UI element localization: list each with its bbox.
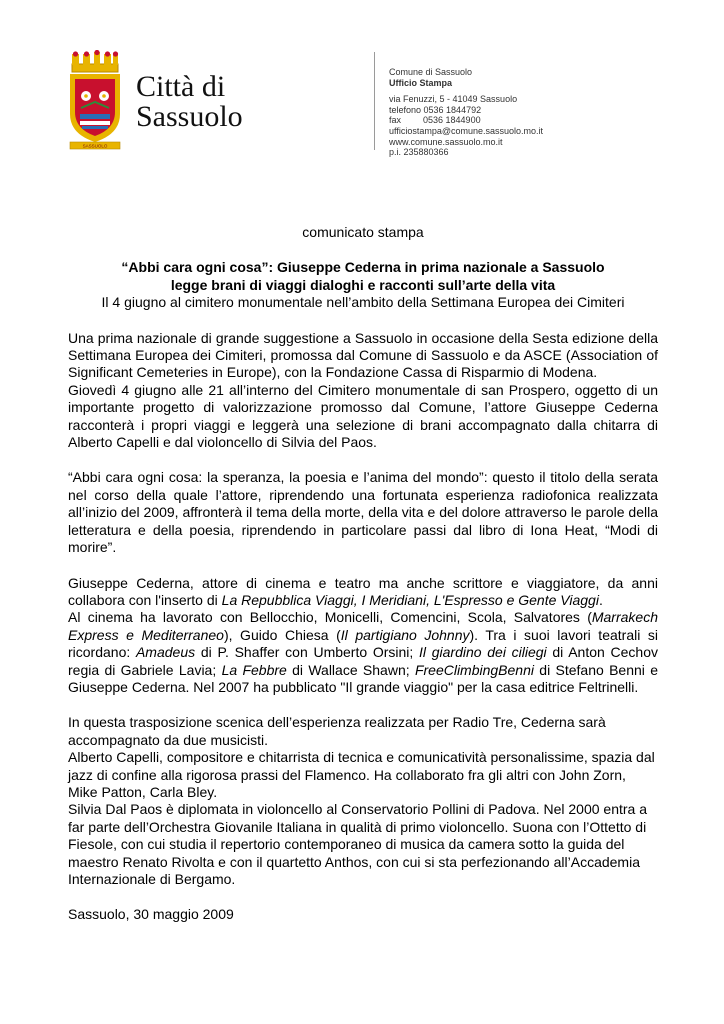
paragraph-group-3	[68, 575, 658, 697]
header-divider	[374, 52, 375, 150]
office-dept: Ufficio Stampa	[389, 77, 453, 88]
paragraph-theme: “Abbi cara ogni cosa: la speranza, la poesia e l’anima del mondo”: questo il titolo della serata nel corso della quale l’attore, riprendendo una fortunata esperienza radiofonica realizzata all’inizio del 2009, affronterà il tema della morte, della vita e del dolore attraverso le parole della letteratura e della poesia, riprendendo in particolare passi dal libro di Iona Heat, “Modi di morire”.	[68, 469, 658, 556]
document-label: comunicato stampa	[302, 224, 424, 240]
headline-line2: legge brani di viaggi dialoghi e racconti sull’arte della vita	[170, 276, 556, 293]
shield-icon	[70, 74, 120, 142]
dateline: Sassuolo, 30 maggio 2009	[68, 906, 234, 923]
office-name: Comune di Sassuolo	[389, 67, 473, 77]
office-contact-block	[389, 67, 543, 158]
city-name	[136, 72, 243, 132]
headline-show-title: Abbi cara ogni cosa	[128, 259, 262, 276]
city-name-line2: Sassuolo	[136, 100, 243, 133]
headline-rest: ”: Giuseppe Cederna in prima nazionale a Sassuolo	[261, 259, 605, 276]
office-vat: p.i. 235880366	[389, 147, 449, 158]
paragraph-career: Al cinema ha lavorato con Bellocchio, Monicelli, Comencini, Scola, Salvatores (Marrakech Express e Mediterraneo), Guido Chiesa (Il partigiano Johnny). Tra i suoi lavori teatrali si ricordano: Amadeus di P. Shaffer con Umberto Orsini; Il giardino dei ciliegi di Anton Cechov regia di Gabriele Lavia; La Febbre di Wallace Shawn; FreeClimbingBenni di Stefano Benni e Giuseppe Cederna. Nel 2007 ha pubblicato "Il grande viaggio" per la casa editrice Feltrinelli.	[68, 609, 658, 695]
paragraph-bio: Giuseppe Cederna, attore di cinema e teatro ma anche scrittore e viaggiatore, da anni collabora con l'inserto di La Repubblica Viaggi, I Meridiani, L'Espresso e Gente Viaggi.	[68, 574, 658, 608]
paragraph-staging: In questa trasposizione scenica dell’esperienza realizzata per Radio Tre, Cederna sarà accompagnato da due musicisti.	[68, 714, 606, 748]
city-name-line1: Città di	[136, 70, 226, 103]
office-email[interactable]: ufficiostampa@comune.sassuolo.mo.it	[389, 125, 544, 136]
office-address: via Fenuzzi, 5 - 41049 Sassuolo	[389, 94, 518, 105]
fax-label: fax	[389, 115, 402, 126]
city-crest-logo	[64, 50, 126, 150]
dateline-block	[68, 906, 658, 923]
office-website[interactable]: www.comune.sassuolo.mo.it	[389, 136, 503, 147]
paragraph-group-4	[68, 714, 658, 888]
crown-icon	[72, 50, 118, 72]
paragraph-group-1	[68, 330, 658, 452]
office-fax	[389, 115, 543, 126]
headline-block	[68, 259, 658, 311]
headline-subtitle: Il 4 giugno al cimitero monumentale nell’ambito della Settimana Europea dei Cimiteri	[101, 294, 625, 311]
headline-quote: “	[121, 259, 129, 276]
fax-number: 0536 1844900	[423, 115, 481, 126]
paragraph-dal-paos: Silvia Dal Paos è diplomata in violoncello al Conservatorio Pollini di Padova. Nel 2000 entra a far parte dell’Orchestra Giovanile Italiana in qualità di primo violoncello. Suona con l’Ottetto di Fiesole, con cui studia il repertorio contemporaneo di musica da camera sotto la guida del maestro Renato Rivolta e con il quartetto Anthos, con cui si sta perfezionando all’Accademia Internazionale di Bergamo.	[68, 801, 647, 887]
paragraph-group-2	[68, 469, 658, 556]
banner-text: SASSUOLO	[82, 143, 108, 149]
paragraph-event: Giovedì 4 giugno alle 21 all’interno del Cimitero monumentale di san Prospero, oggetto di un importante progetto di valorizzazione promosso dal Comune, l’attore Giuseppe Cederna racconterà i propri viaggi e leggerà una selezione di brani accompagnato dalla chitarra di Alberto Capelli e dal violoncello di Silvia del Paos.	[68, 381, 658, 451]
banner-icon	[70, 142, 120, 149]
press-release-body	[68, 224, 658, 924]
headline-line1	[68, 259, 658, 276]
bio-magazines: La Repubblica Viaggi, I Meridiani, L'Espresso e Gente Viaggi	[221, 591, 599, 608]
paragraph-capelli: Alberto Capelli, compositore e chitarrista di tecnica e comunicatività personalissime, spazia dal jazz di confine alla rigorosa prassi del Flamenco. Ha collaborato fra gli altri con John Zorn, Mike Patton, Carla Bley.	[68, 749, 655, 800]
office-phone: telefono 0536 1844792	[389, 104, 482, 115]
paragraph-intro: Una prima nazionale di grande suggestione a Sassuolo in occasione della Sesta edizione della Settimana Europea dei Cimiteri, promossa dal Comune di Sassuolo e da ASCE (Association of Significant Cemeteries in Europe), con la Fondazione Cassa di Risparmio di Modena.	[68, 329, 658, 381]
